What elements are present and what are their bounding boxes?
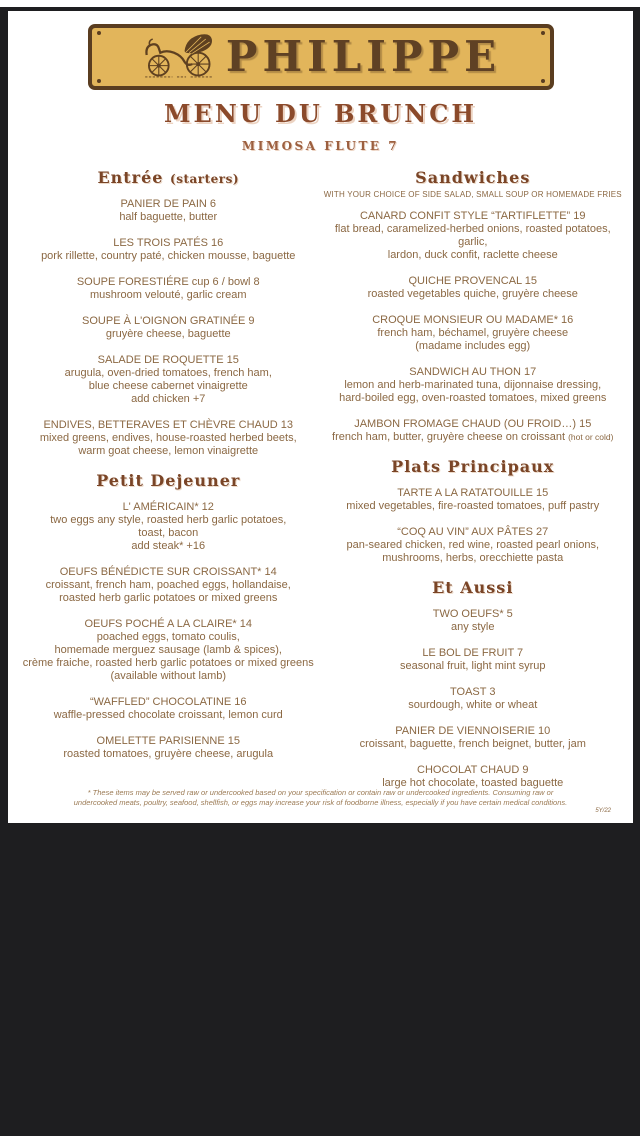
section-title: Plats Principaux	[391, 457, 555, 476]
item-description-line	[16, 445, 321, 458]
menu-item	[16, 618, 321, 683]
menu-item	[16, 315, 321, 341]
item-description-text: sourdough, white or wheat	[408, 699, 538, 711]
menu-title: MENU DU BRUNCH	[163, 99, 478, 128]
item-name: “WAFFLED” CHOCOLATINE 16	[90, 696, 247, 708]
item-description-text: half baguette, butter	[119, 211, 218, 223]
item-description-text: lemon and herb-marinated tuna, dijonnaise dressing,	[344, 379, 602, 391]
item-description-text: (available without lamb)	[110, 670, 227, 682]
item-description-line	[321, 500, 626, 513]
menu-item	[16, 198, 321, 224]
item-description-text: lardon, duck confit, raclette cheese	[387, 249, 558, 261]
item-description-line	[16, 631, 321, 644]
menu-version-code: 5Y/22	[595, 808, 611, 814]
item-description-text: roasted herb garlic potatoes or mixed greens	[59, 592, 278, 604]
item-name: CANARD CONFIT STYLE “TARTIFLETTE” 19	[359, 210, 586, 222]
section-heading	[321, 168, 626, 187]
item-name: SALADE DE ROQUETTE 15	[97, 354, 239, 366]
menu-item	[16, 354, 321, 406]
item-description-line	[16, 289, 321, 302]
item-description-text: blue cheese cabernet vinaigrette	[88, 380, 248, 392]
right-column	[321, 155, 626, 803]
menu-item	[321, 487, 626, 513]
item-description-line	[16, 644, 321, 657]
mimosa-banner: MIMOSA FLUTE 7	[241, 139, 400, 153]
menu-section	[16, 471, 321, 761]
item-description-text: french ham, béchamel, gruyère cheese	[377, 327, 569, 339]
item-description-text: arugula, oven-dried tomatoes, french ham,	[64, 367, 272, 379]
horse-carriage-icon	[142, 30, 218, 85]
item-description-line	[16, 527, 321, 540]
item-description-line	[16, 540, 321, 553]
item-description-text: croissant, baguette, french beignet, butter, jam	[359, 738, 586, 750]
page-background	[0, 7, 640, 1136]
item-description-line	[16, 367, 321, 380]
item-name: SANDWICH AU THON 17	[409, 366, 537, 378]
item-name: PANIER DE VIENNOISERIE 10	[395, 725, 551, 737]
item-name: TOAST 3	[450, 686, 496, 698]
item-description-line	[16, 328, 321, 341]
restaurant-logo: PHILIPPE	[225, 32, 502, 81]
item-description-text: poached eggs, tomato coulis,	[96, 631, 240, 643]
menu-item	[321, 418, 626, 444]
item-description-line	[321, 340, 626, 353]
item-description-line	[321, 539, 626, 552]
item-description-text: toast, bacon	[138, 527, 199, 539]
menu-columns	[8, 155, 633, 803]
section-subtitle: WITH YOUR CHOICE OF SIDE SALAD, SMALL SOUP OR HOMEMADE FRIES	[323, 190, 622, 199]
item-description-line	[321, 552, 626, 565]
menu-item	[16, 735, 321, 761]
item-description-text: croissant, french ham, poached eggs, hollandaise,	[45, 579, 291, 591]
item-description-text: mixed greens, endives, house-roasted herbed beets,	[39, 432, 297, 444]
menu-item	[16, 696, 321, 722]
disclaimer-line: * These items may be served raw or undercooked based on your specification or contain raw or undercooked ingredients. Consuming raw or	[87, 788, 554, 797]
item-name: “COQ AU VIN” AUX PÂTES 27	[397, 526, 549, 538]
menu-item	[321, 686, 626, 712]
item-description-line	[16, 592, 321, 605]
menu-section	[321, 457, 626, 565]
item-description-text: warm goat cheese, lemon vinaigrette	[78, 445, 259, 457]
item-description-text: large hot chocolate, toasted baguette	[382, 777, 564, 789]
section-heading	[16, 168, 321, 187]
item-description-line	[321, 621, 626, 634]
screw-icon	[541, 31, 545, 35]
item-name: ENDIVES, BETTERAVES ET CHÈVRE CHAUD 13	[43, 419, 294, 431]
philippe-sign	[88, 24, 554, 90]
section-title: Sandwiches	[415, 168, 531, 187]
menu-page	[8, 11, 633, 823]
menu-item	[16, 419, 321, 458]
item-name: CROQUE MONSIEUR OU MADAME* 16	[372, 314, 574, 326]
item-description-text: french ham, butter, gruyère cheese on croissant	[332, 431, 566, 443]
section-title: Et Aussi	[432, 578, 514, 597]
item-name: SOUPE À L'OIGNON GRATINÉE 9	[82, 315, 255, 327]
item-description-text: roasted tomatoes, gruyère cheese, arugula	[63, 748, 274, 760]
item-description-line	[16, 380, 321, 393]
item-description-text: any style	[451, 621, 495, 633]
item-description-line	[321, 392, 626, 405]
item-description-text: mushroom velouté, garlic cream	[89, 289, 247, 301]
item-description-text: pork rillette, country paté, chicken mousse, baguette	[41, 250, 296, 262]
screw-icon	[97, 31, 101, 35]
section-heading	[16, 471, 321, 490]
screw-icon	[97, 79, 101, 83]
item-name: QUICHE PROVENCAL 15	[408, 275, 538, 287]
disclaimer	[8, 788, 633, 808]
item-description-line	[16, 432, 321, 445]
item-name: SOUPE FORESTIÉRE cup 6 / bowl 8	[76, 276, 260, 288]
item-description-text: add chicken +7	[131, 393, 206, 405]
menu-item	[321, 210, 626, 262]
item-name: L' AMÉRICAIN* 12	[122, 501, 214, 513]
item-name: PANIER DE PAIN 6	[120, 198, 217, 210]
item-description-note: (hot or cold)	[568, 432, 614, 442]
item-name: LES TROIS PATÉS 16	[113, 237, 224, 249]
item-description-line	[16, 670, 321, 683]
item-description-line	[16, 709, 321, 722]
item-description-line	[321, 249, 626, 262]
item-description-text: two eggs any style, roasted herb garlic potatoes,	[50, 514, 287, 526]
item-description-text: roasted vegetables quiche, gruyère cheese	[367, 288, 578, 300]
item-description-line	[321, 288, 626, 301]
left-column	[16, 155, 321, 803]
item-description-line	[321, 223, 626, 249]
item-description-line	[16, 211, 321, 224]
item-description-text: mushrooms, herbs, orecchiette pasta	[382, 552, 564, 564]
item-description-line	[321, 660, 626, 673]
item-description-line	[321, 738, 626, 751]
item-description-line	[16, 579, 321, 592]
menu-item	[16, 566, 321, 605]
section-title-note: (starters)	[170, 172, 240, 186]
menu-item	[16, 501, 321, 553]
item-description-text: seasonal fruit, light mint syrup	[399, 660, 546, 672]
item-description-text: mixed vegetables, fire-roasted tomatoes, puff pastry	[346, 500, 600, 512]
item-name: TARTE A LA RATATOUILLE 15	[397, 487, 549, 499]
item-name: OEUFS POCHÉ A LA CLAIRE* 14	[84, 618, 252, 630]
item-description-line	[16, 250, 321, 263]
section-heading	[321, 457, 626, 476]
item-description-line	[16, 393, 321, 406]
menu-section	[321, 578, 626, 790]
menu-item	[16, 276, 321, 302]
screw-icon	[541, 79, 545, 83]
menu-item	[321, 764, 626, 790]
disclaimer-line: undercooked meats, poultry, seafood, shellfish, or eggs may increase your risk of foodborne illness, especially if you have certain medical conditions.	[73, 798, 568, 807]
menu-section	[16, 168, 321, 458]
item-description-line	[16, 748, 321, 761]
item-description-text: crème fraiche, roasted herb garlic potatoes or mixed greens	[22, 657, 314, 669]
item-description-text: (madame includes egg)	[415, 340, 531, 352]
menu-item	[321, 314, 626, 353]
item-description-text: hard-boiled egg, oven-roasted tomatoes, mixed greens	[339, 392, 607, 404]
menu-item	[321, 725, 626, 751]
item-description-text: pan-seared chicken, red wine, roasted pearl onions,	[346, 539, 600, 551]
item-description-text: homemade merguez sausage (lamb & spices),	[54, 644, 282, 656]
menu-item	[321, 366, 626, 405]
item-description-line	[321, 379, 626, 392]
item-description-line	[321, 327, 626, 340]
item-description-text: add steak* +16	[131, 540, 206, 552]
item-description-text: gruyère cheese, baguette	[105, 328, 231, 340]
menu-item	[321, 647, 626, 673]
item-description-line	[321, 699, 626, 712]
item-description-line	[321, 431, 626, 444]
item-name: LE BOL DE FRUIT 7	[422, 647, 524, 659]
section-heading	[321, 578, 626, 597]
menu-item	[321, 275, 626, 301]
item-description-line	[16, 657, 321, 670]
menu-item	[16, 237, 321, 263]
item-description-text: waffle-pressed chocolate croissant, lemon curd	[53, 709, 283, 721]
section-title: Petit Dejeuner	[96, 471, 241, 490]
item-name: OEUFS BÉNÉDICTE SUR CROISSANT* 14	[59, 566, 277, 578]
item-name: CHOCOLAT CHAUD 9	[417, 764, 529, 776]
item-name: TWO OEUFS* 5	[432, 608, 513, 620]
item-description-line	[16, 514, 321, 527]
menu-item	[321, 526, 626, 565]
item-name: JAMBON FROMAGE CHAUD (OU FROID…) 15	[354, 418, 592, 430]
item-description-text: flat bread, caramelized-herbed onions, roasted potatoes, garlic,	[334, 223, 611, 248]
item-name: OMELETTE PARISIENNE 15	[96, 735, 240, 747]
menu-section	[321, 168, 626, 444]
section-title: Entrée	[97, 168, 164, 187]
menu-item	[321, 608, 626, 634]
